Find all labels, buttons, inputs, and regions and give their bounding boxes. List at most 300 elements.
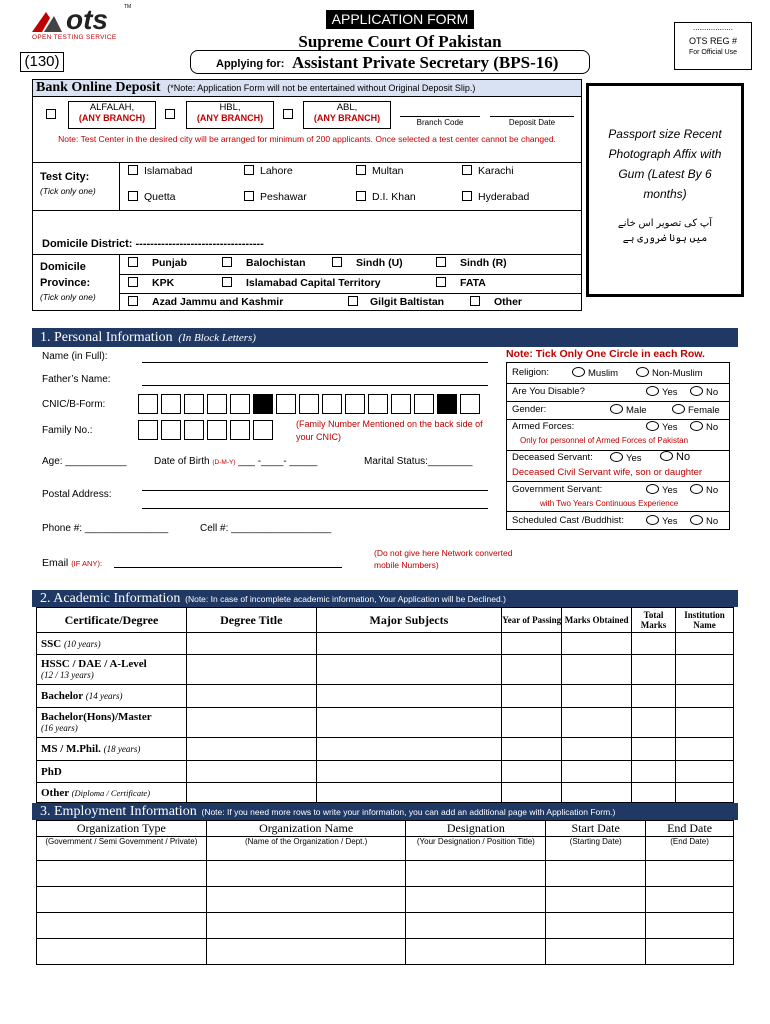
city-di-khan[interactable]: [356, 191, 416, 203]
logo-mark-icon: [30, 10, 64, 36]
other-major[interactable]: [316, 783, 502, 803]
hbl-label: HBL,: [219, 102, 241, 113]
academic-title: 2. Academic Information: [40, 591, 181, 606]
emp-cell[interactable]: [206, 861, 406, 887]
bachelor-degree-title[interactable]: [186, 685, 316, 708]
emp-sub-org-type: (Government / Semi Government / Private): [37, 837, 207, 861]
non-muslim-radio[interactable]: [636, 367, 649, 377]
fata-checkbox[interactable]: [436, 277, 446, 287]
armed-no-radio[interactable]: [690, 421, 703, 431]
acad-col-major-subjects: Major Subjects: [316, 608, 502, 633]
caste-no-radio[interactable]: [690, 515, 703, 525]
caste-yes[interactable]: [646, 515, 678, 527]
other-year[interactable]: [502, 783, 562, 803]
bachelor-cell: [37, 685, 187, 708]
ict-checkbox[interactable]: [222, 277, 232, 287]
govt-yes-radio[interactable]: [646, 484, 659, 494]
city-karachi-label: Karachi: [478, 165, 514, 177]
emp-cell[interactable]: [546, 887, 646, 913]
disable-yes-label: Yes: [662, 387, 678, 398]
disable-yes[interactable]: [646, 386, 678, 398]
emp-sub-start-date: (Starting Date): [546, 837, 646, 861]
emp-cell[interactable]: [206, 939, 406, 965]
city-peshawar[interactable]: [244, 191, 307, 203]
family-box[interactable]: [161, 420, 181, 440]
age-field[interactable]: Age: ___________: [42, 456, 127, 467]
ssc-cell: [37, 633, 187, 655]
city-multan[interactable]: [356, 165, 404, 177]
logo-subtitle: OPEN TESTING SERVICE: [32, 34, 117, 41]
ajk-label: Azad Jammu and Kashmir: [152, 296, 284, 308]
other-name: Other: [41, 786, 69, 799]
acad-col-year: Year of Passing: [502, 608, 562, 633]
male-label: Male: [626, 405, 647, 416]
hssc-institution[interactable]: [675, 655, 733, 685]
city-karachi-checkbox[interactable]: [462, 165, 472, 175]
gb-checkbox[interactable]: [348, 296, 358, 306]
master-sub: (16 years): [41, 723, 78, 733]
test-center-note: Note: Test Center in the desired city will be arranged for minimum of 200 applicants. Once selected a test center cannot be changed.: [58, 134, 556, 144]
mphil-total[interactable]: [632, 738, 676, 761]
emp-cell[interactable]: [37, 861, 207, 887]
test-city-label: Test City:: [40, 171, 90, 183]
postal-address-label: Postal Address:: [42, 489, 112, 500]
cnic-box[interactable]: [322, 394, 342, 414]
city-multan-checkbox[interactable]: [356, 165, 366, 175]
cnic-box[interactable]: [138, 394, 158, 414]
emp-col-end-date: End Date: [646, 821, 734, 837]
emp-cell[interactable]: [37, 913, 207, 939]
master-degree-title[interactable]: [186, 708, 316, 738]
emp-cell[interactable]: [206, 913, 406, 939]
hbl-branch: (ANY BRANCH): [196, 113, 264, 123]
master-year[interactable]: [502, 708, 562, 738]
mphil-marks[interactable]: [562, 738, 632, 761]
disable-no[interactable]: [690, 386, 718, 398]
province-sindh-u[interactable]: [332, 257, 403, 269]
deceased-yes-label: Yes: [626, 453, 642, 464]
emp-cell[interactable]: [37, 939, 207, 965]
test-city-hint: (Tick only one): [40, 186, 96, 196]
emp-sub-end-date: (End Date): [646, 837, 734, 861]
logo-tm: TM: [124, 4, 132, 10]
city-multan-label: Multan: [372, 165, 404, 177]
emp-cell[interactable]: [406, 939, 546, 965]
armed-no[interactable]: [690, 421, 718, 433]
religion-label: Religion:: [512, 367, 549, 378]
city-lahore[interactable]: [244, 165, 293, 177]
govt-no-label: No: [706, 485, 719, 496]
bank-title: Bank Online Deposit: [36, 80, 161, 95]
sindh-r-checkbox[interactable]: [436, 257, 446, 267]
branch-code-field[interactable]: [400, 116, 480, 128]
female-label: Female: [688, 405, 720, 416]
table-row: [37, 783, 734, 803]
acad-col-certificate: Certificate/Degree: [37, 608, 187, 633]
disable-no-radio[interactable]: [690, 386, 703, 396]
other-cell: [37, 783, 187, 803]
ssc-degree-title[interactable]: [186, 633, 316, 655]
ssc-institution[interactable]: [675, 633, 733, 655]
phd-year[interactable]: [502, 761, 562, 783]
master-name: Bachelor(Hons)/Master: [41, 711, 152, 723]
hssc-year[interactable]: [502, 655, 562, 685]
gender-female[interactable]: [672, 404, 720, 416]
ict-label: Islamabad Capital Territory: [246, 277, 381, 289]
email-hint: (IF ANY):: [71, 559, 103, 568]
ssc-total[interactable]: [632, 633, 676, 655]
emp-cell[interactable]: [646, 913, 734, 939]
bank-note: (*Note: Application Form will not be entertained without Original Deposit Slip.): [167, 83, 476, 93]
gender-male[interactable]: [610, 404, 647, 416]
table-row: [37, 685, 734, 708]
govt-servant-label: Government Servant:: [512, 484, 603, 495]
govt-no-radio[interactable]: [690, 484, 703, 494]
photo-instructions: Passport size Recent Photograph Affix with Gum (Latest By 6 months): [608, 127, 722, 201]
armed-yes[interactable]: [646, 421, 678, 433]
family-box[interactable]: [207, 420, 227, 440]
emp-cell[interactable]: [646, 887, 734, 913]
organization-title: Supreme Court Of Pakistan: [298, 32, 502, 51]
deceased-yes-radio[interactable]: [610, 452, 623, 462]
master-marks[interactable]: [562, 708, 632, 738]
sindh-u-label: Sindh (U): [356, 257, 403, 269]
gb-label: Gilgit Baltistan: [370, 296, 445, 308]
ssc-year[interactable]: [502, 633, 562, 655]
city-di-khan-checkbox[interactable]: [356, 191, 366, 201]
hssc-degree-title[interactable]: [186, 655, 316, 685]
city-islamabad[interactable]: [128, 165, 192, 177]
cnic-box[interactable]: [391, 394, 411, 414]
form-number: (130): [20, 52, 64, 72]
email-label: [42, 557, 102, 569]
caste-yes-radio[interactable]: [646, 515, 659, 525]
city-quetta-label: Quetta: [144, 191, 176, 203]
punjab-checkbox[interactable]: [128, 257, 138, 267]
photo-urdu-line-1: آپ کی تصویر اس خانے: [617, 218, 713, 229]
alfalah-checkbox[interactable]: [46, 109, 56, 119]
govt-no[interactable]: [690, 484, 718, 496]
emp-cell[interactable]: [546, 939, 646, 965]
master-institution[interactable]: [675, 708, 733, 738]
emp-sub-org-name: (Name of the Organization / Dept.): [206, 837, 406, 861]
govt-yes-label: Yes: [662, 485, 678, 496]
non-muslim-label: Non-Muslim: [652, 368, 703, 379]
city-islamabad-label: Islamabad: [144, 165, 193, 177]
father-name-label: Father’s Name:: [42, 374, 111, 385]
family-no-note: (Family Number Mentioned on the back side of your CNIC): [296, 419, 483, 442]
email-field[interactable]: [114, 567, 342, 568]
emp-cell[interactable]: [406, 861, 546, 887]
govt-yes[interactable]: [646, 484, 678, 496]
bachelor-marks[interactable]: [562, 685, 632, 708]
kpk-checkbox[interactable]: [128, 277, 138, 287]
emp-sub-designation: (Your Designation / Position Title): [406, 837, 546, 861]
mphil-institution[interactable]: [675, 738, 733, 761]
punjab-label: Punjab: [152, 257, 188, 269]
mphil-year[interactable]: [502, 738, 562, 761]
hssc-cell: [37, 655, 187, 685]
family-box[interactable]: [230, 420, 250, 440]
dob-label: [154, 456, 317, 467]
employment-table: [36, 820, 734, 965]
marital-status-field[interactable]: Marital Status:________: [364, 456, 473, 467]
disable-yes-radio[interactable]: [646, 386, 659, 396]
table-row: [37, 761, 734, 783]
deceased-servant-note: Deceased Civil Servant wife, son or daughter: [512, 467, 703, 478]
dob-format: (D-M-Y): [212, 459, 236, 466]
emp-col-designation: Designation: [406, 821, 546, 837]
gender-label: Gender:: [512, 404, 547, 415]
other-marks[interactable]: [562, 783, 632, 803]
personal-info-header: [32, 328, 738, 347]
form-title: APPLICATION FORM: [326, 10, 474, 29]
province-ajk[interactable]: [128, 296, 283, 308]
post-title: Assistant Private Secretary (BPS-16): [292, 53, 559, 72]
religion-non-muslim[interactable]: [636, 367, 703, 379]
caste-yes-label: Yes: [662, 516, 678, 527]
deceased-no-label: No: [676, 451, 691, 463]
ajk-checkbox[interactable]: [128, 296, 138, 306]
province-ict[interactable]: [222, 277, 381, 289]
email-text: Email: [42, 557, 69, 569]
armed-no-label: No: [706, 422, 719, 433]
mphil-name: MS / M.Phil.: [41, 743, 101, 755]
hssc-name: HSSC / DAE / A-Level: [41, 658, 147, 670]
city-lahore-label: Lahore: [260, 165, 293, 177]
cnic-box[interactable]: [207, 394, 227, 414]
emp-cell[interactable]: [646, 861, 734, 887]
abl-option: [303, 101, 391, 129]
province-fata[interactable]: [436, 277, 486, 289]
armed-yes-label: Yes: [662, 422, 678, 433]
dob-field[interactable]: ___ -____- _____: [238, 456, 318, 467]
personal-info-title: 1. Personal Information: [40, 330, 173, 345]
domicile-label-1: Domicile: [40, 261, 86, 273]
domicile-hint: (Tick only one): [40, 292, 96, 302]
hssc-total[interactable]: [632, 655, 676, 685]
phd-major[interactable]: [316, 761, 502, 783]
hssc-marks[interactable]: [562, 655, 632, 685]
city-quetta[interactable]: [128, 191, 176, 203]
family-no-label: Family No.:: [42, 425, 93, 436]
muslim-label: Muslim: [588, 368, 619, 379]
deposit-date-label: Deposit Date: [508, 118, 556, 127]
cnic-box[interactable]: [345, 394, 365, 414]
cnic-label: CNIC/B-Form:: [42, 399, 106, 410]
phd-marks[interactable]: [562, 761, 632, 783]
male-radio[interactable]: [610, 404, 623, 414]
family-box[interactable]: [253, 420, 273, 440]
dob-text: Date of Birth: [154, 456, 210, 467]
hssc-major[interactable]: [316, 655, 502, 685]
deceased-yes[interactable]: [610, 452, 642, 464]
disable-no-label: No: [706, 387, 719, 398]
master-cell: [37, 708, 187, 738]
acad-col-degree-title: Degree Title: [186, 608, 316, 633]
city-hyderabad[interactable]: [462, 191, 529, 203]
table-row: [37, 708, 734, 738]
city-hyderabad-checkbox[interactable]: [462, 191, 472, 201]
cnic-box[interactable]: [230, 394, 250, 414]
other-total[interactable]: [632, 783, 676, 803]
cell-field[interactable]: Cell #: __________________: [200, 523, 332, 534]
other-sub: (Diploma / Certificate): [71, 787, 151, 798]
family-box[interactable]: [184, 420, 204, 440]
emp-cell[interactable]: [546, 913, 646, 939]
ssc-marks[interactable]: [562, 633, 632, 655]
cnic-box[interactable]: [460, 394, 480, 414]
phd-total[interactable]: [632, 761, 676, 783]
phd-institution[interactable]: [675, 761, 733, 783]
deceased-no-radio[interactable]: [660, 451, 673, 461]
cnic-box[interactable]: [368, 394, 388, 414]
city-peshawar-checkbox[interactable]: [244, 191, 254, 201]
religion-muslim[interactable]: [572, 367, 618, 379]
alfalah-option: [68, 101, 156, 129]
balochistan-checkbox[interactable]: [222, 257, 232, 267]
cnic-box[interactable]: [161, 394, 181, 414]
mphil-major[interactable]: [316, 738, 502, 761]
city-peshawar-label: Peshawar: [260, 191, 307, 203]
ssc-major[interactable]: [316, 633, 502, 655]
mphil-degree-title[interactable]: [186, 738, 316, 761]
province-balochistan[interactable]: [222, 257, 306, 269]
cnic-box[interactable]: [184, 394, 204, 414]
emp-cell[interactable]: [406, 913, 546, 939]
sindh-r-label: Sindh (R): [460, 257, 507, 269]
test-city-label-cell: [32, 163, 120, 211]
province-gb[interactable]: [348, 296, 444, 308]
email-note: (Do not give here Network converted mobile Numbers): [374, 548, 513, 570]
armed-yes-radio[interactable]: [646, 421, 659, 431]
muslim-radio[interactable]: [572, 367, 585, 377]
bachelor-total[interactable]: [632, 685, 676, 708]
ots-logo: [30, 4, 140, 44]
cnic-box[interactable]: [414, 394, 434, 414]
table-row: [37, 655, 734, 685]
female-radio[interactable]: [672, 404, 685, 414]
deceased-no[interactable]: [660, 451, 690, 463]
emp-col-org-name: Organization Name: [206, 821, 406, 837]
acad-col-total-marks: Total Marks: [632, 608, 676, 633]
cnic-separator: [437, 394, 457, 414]
province-other[interactable]: [470, 296, 522, 308]
domicile-district[interactable]: Domicile District: -----------------------------------: [42, 238, 264, 250]
bachelor-name: Bachelor: [41, 690, 83, 702]
caste-no[interactable]: [690, 515, 718, 527]
sindh-u-checkbox[interactable]: [332, 257, 342, 267]
city-karachi[interactable]: [462, 165, 514, 177]
abl-label: ABL,: [336, 102, 358, 113]
name-field[interactable]: [142, 362, 488, 363]
applying-label: Applying for:: [216, 58, 285, 70]
academic-header: [32, 590, 738, 607]
bank-title-row: [32, 79, 582, 97]
father-name-field[interactable]: [142, 385, 488, 386]
emp-cell[interactable]: [37, 887, 207, 913]
name-label: Name (in Full):: [42, 351, 108, 362]
bachelor-sub: (14 years): [85, 691, 123, 701]
phone-field[interactable]: Phone #: _______________: [42, 523, 169, 534]
tick-panel-title: Note: Tick Only One Circle in each Row.: [506, 348, 705, 360]
city-quetta-checkbox[interactable]: [128, 191, 138, 201]
photo-box[interactable]: [586, 83, 744, 297]
table-row: [37, 939, 734, 965]
employment-title: 3. Employment Information: [40, 804, 197, 819]
other-label: Other: [494, 296, 523, 308]
reg-label: OTS REG #: [688, 36, 737, 46]
other-institution[interactable]: [675, 783, 733, 803]
phd-degree-title[interactable]: [186, 761, 316, 783]
emp-cell[interactable]: [546, 861, 646, 887]
cnic-boxes[interactable]: [138, 394, 498, 416]
alfalah-branch: (ANY BRANCH): [78, 113, 146, 123]
emp-col-start-date: Start Date: [546, 821, 646, 837]
alfalah-label: ALFALAH,: [89, 102, 135, 113]
emp-cell[interactable]: [206, 887, 406, 913]
official-use-label: For Official Use: [688, 49, 738, 56]
bachelor-institution[interactable]: [675, 685, 733, 708]
province-sindh-r[interactable]: [436, 257, 507, 269]
govt-servant-note: with Two Years Continuous Experience: [540, 499, 679, 508]
hbl-checkbox[interactable]: [165, 109, 175, 119]
other-degree-title[interactable]: [186, 783, 316, 803]
other-checkbox[interactable]: [470, 296, 480, 306]
table-row: [37, 738, 734, 761]
photo-urdu-line-2: میں ہونا ضروری ہے: [622, 233, 708, 244]
armed-forces-note: Only for personnel of Armed Forces of Pakistan: [520, 436, 689, 445]
province-kpk[interactable]: [128, 277, 174, 289]
city-islamabad-checkbox[interactable]: [128, 165, 138, 175]
emp-cell[interactable]: [406, 887, 546, 913]
master-total[interactable]: [632, 708, 676, 738]
mphil-cell: [37, 738, 187, 761]
employment-header: [32, 803, 738, 820]
table-row: [37, 633, 734, 655]
ssc-name: SSC: [41, 637, 62, 650]
family-box[interactable]: [138, 420, 158, 440]
province-punjab[interactable]: [128, 257, 187, 269]
city-lahore-checkbox[interactable]: [244, 165, 254, 175]
city-hyderabad-label: Hyderabad: [478, 191, 530, 203]
fata-label: FATA: [460, 277, 486, 289]
postal-address-line-1[interactable]: [142, 490, 488, 491]
domicile-province-label-cell: [32, 254, 120, 311]
caste-no-label: No: [706, 516, 719, 527]
cnic-box[interactable]: [299, 394, 319, 414]
master-major[interactable]: [316, 708, 502, 738]
cnic-separator: [253, 394, 273, 414]
deposit-date-field[interactable]: [490, 116, 574, 128]
emp-cell[interactable]: [646, 939, 734, 965]
family-no-boxes[interactable]: [138, 420, 298, 442]
city-di-khan-label: D.I. Khan: [372, 191, 416, 203]
bachelor-year[interactable]: [502, 685, 562, 708]
emp-col-org-type: Organization Type: [37, 821, 207, 837]
hbl-option: [186, 101, 274, 129]
table-row: [37, 913, 734, 939]
acad-col-institution: Institution Name: [675, 608, 733, 633]
acad-col-marks-obtained: Marks Obtained: [562, 608, 632, 633]
phd-name: PhD: [41, 765, 62, 778]
abl-checkbox[interactable]: [283, 109, 293, 119]
postal-address-line-2[interactable]: [142, 508, 488, 509]
cnic-box[interactable]: [276, 394, 296, 414]
reg-box: [674, 22, 752, 70]
bachelor-major[interactable]: [316, 685, 502, 708]
ssc-sub: (10 years): [63, 638, 101, 649]
